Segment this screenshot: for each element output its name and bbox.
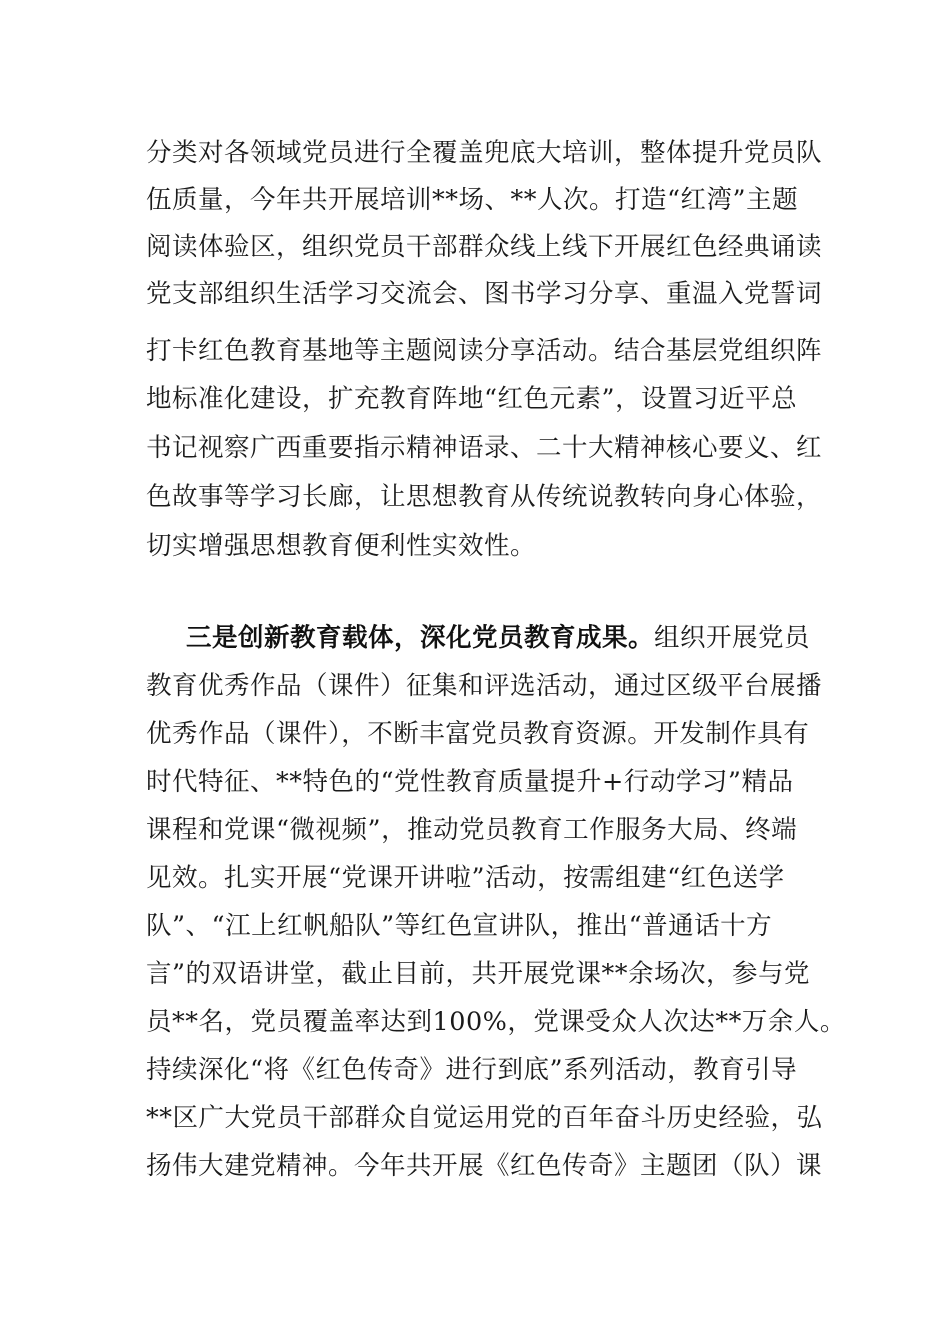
paragraph-2-line-9: 员**名，党员覆盖率达到100%，党课受众人次达**万余人。 xyxy=(146,1007,846,1037)
paragraph-2-line-11: **区广大党员干部群众自觉运用党的百年奋斗历史经验，弘 xyxy=(146,1103,823,1133)
paragraph-2-first-line-rest: 组织开展党员 xyxy=(654,623,811,653)
paragraph-1-line-1: 分类对各领域党员进行全覆盖兜底大培训，整体提升党员队 xyxy=(146,138,823,168)
paragraph-2-line-3: 优秀作品（课件），不断丰富党员教育资源。开发制作具有 xyxy=(146,719,810,749)
paragraph-2-line-12: 扬伟大建党精神。今年共开展《红色传奇》主题团（队）课 xyxy=(146,1151,823,1181)
paragraph-1-line-3: 阅读体验区，组织党员干部群众线上线下开展红色经典诵读 xyxy=(146,232,823,262)
paragraph-2-line-10: 持续深化“将《红色传奇》进行到底”系列活动，教育引导 xyxy=(146,1055,798,1085)
paragraph-2-line-2: 教育优秀作品（课件）征集和评选活动，通过区级平台展播 xyxy=(146,671,823,701)
paragraph-2-line-5: 课程和党课“微视频”，推动党员教育工作服务大局、终端 xyxy=(146,815,798,845)
paragraph-2-line-8: 言”的双语讲堂，截止目前，共开展党课**余场次，参与党 xyxy=(146,959,811,989)
paragraph-1-line-5: 打卡红色教育基地等主题阅读分享活动。结合基层党组织阵 xyxy=(146,336,823,366)
paragraph-1-line-4: 党支部组织生活学习交流会、图书学习分享、重温入党誓词 xyxy=(146,279,823,309)
paragraph-2-line-6: 见效。扎实开展“党课开讲啦”活动，按需组建“红色送学 xyxy=(146,863,785,893)
paragraph-2-line-7: 队”、“江上红帆船队”等红色宣讲队，推出“普通话十方 xyxy=(146,911,773,941)
paragraph-2-line-4: 时代特征、**特色的“党性教育质量提升+行动学习”精品 xyxy=(146,767,794,797)
paragraph-1-line-6: 地标准化建设，扩充教育阵地“红色元素”，设置习近平总 xyxy=(146,384,798,414)
paragraph-2-line-1 xyxy=(186,618,810,658)
paragraph-1-line-9: 切实增强思想教育便利性实效性。 xyxy=(146,531,537,561)
paragraph-1-line-2: 伍质量，今年共开展培训**场、**人次。打造“红湾”主题 xyxy=(146,185,799,215)
paragraph-1-line-8: 色故事等学习长廊，让思想教育从传统说教转向身心体验， xyxy=(146,482,823,512)
paragraph-2-heading: 三是创新教育载体，深化党员教育成果。 xyxy=(186,623,655,653)
paragraph-1-line-7: 书记视察广西重要指示精神语录、二十大精神核心要义、红 xyxy=(146,433,823,463)
